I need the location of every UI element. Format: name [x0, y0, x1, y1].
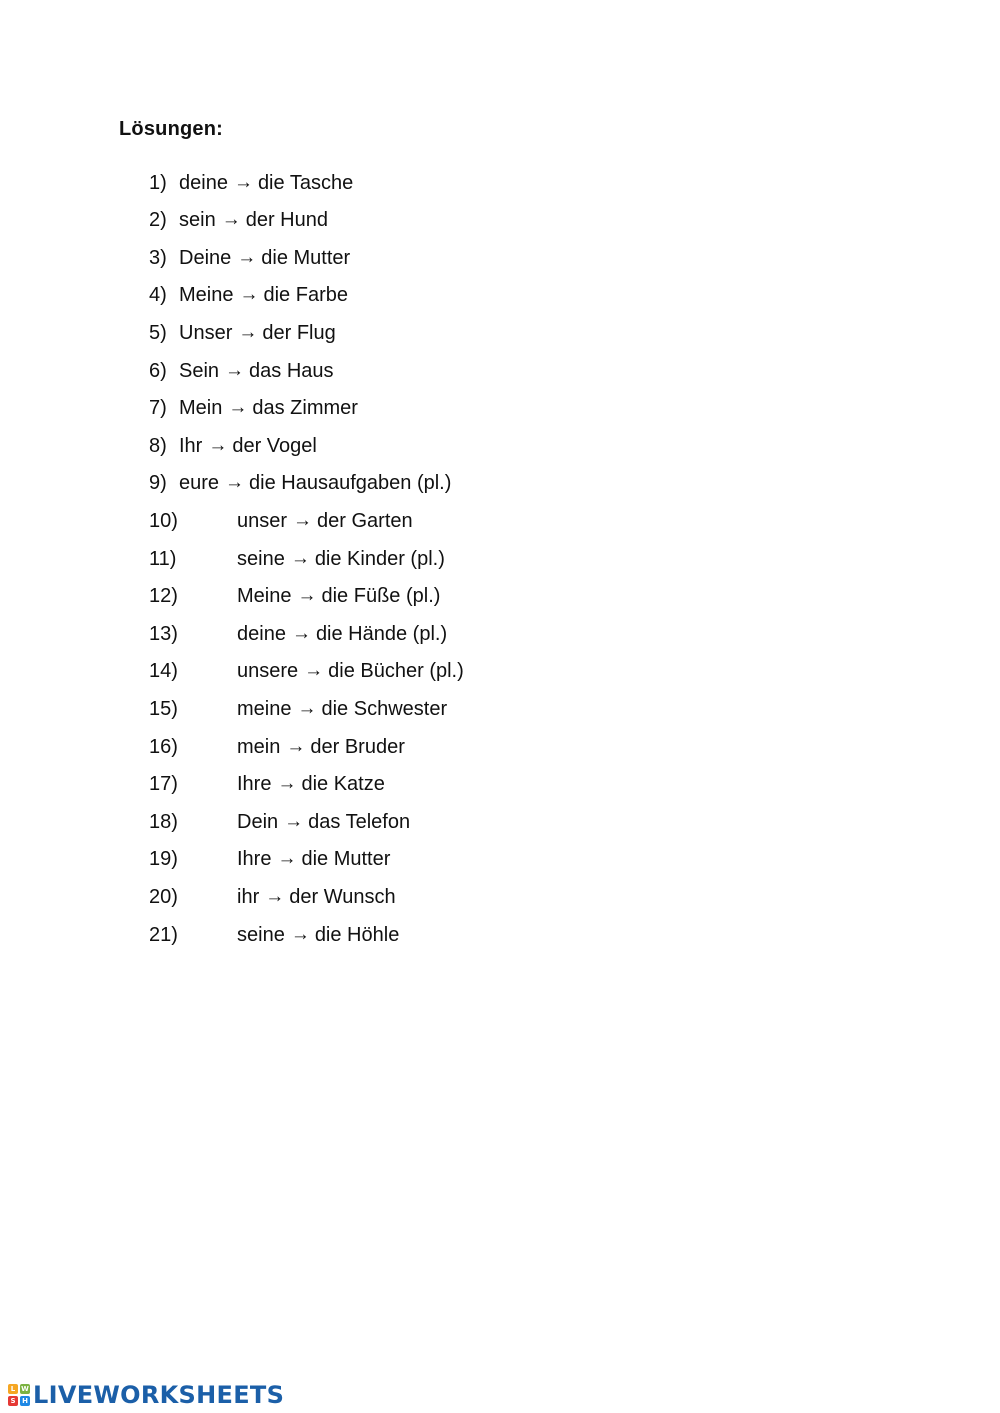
right-arrow-icon: → — [238, 322, 258, 343]
right-arrow-icon: → — [286, 736, 306, 757]
item-number: 15) — [149, 698, 178, 720]
noun: die Tasche — [257, 172, 354, 194]
noun: die Hausaufgaben (pl.) — [249, 472, 452, 494]
pronoun: Meine — [237, 585, 292, 607]
noun: der Flug — [262, 322, 336, 344]
item-number: 17) — [149, 773, 178, 795]
pronoun: mein — [237, 736, 281, 758]
logo-tile: S — [8, 1396, 18, 1406]
noun: die Katze — [301, 773, 385, 795]
item-number: 1) — [149, 172, 167, 194]
noun: die Kinder (pl.) — [314, 548, 445, 570]
item-answer — [179, 170, 353, 197]
noun: der Garten — [317, 510, 413, 532]
pronoun: deine — [179, 172, 228, 194]
pronoun: unsere — [237, 660, 299, 682]
item-number: 14) — [149, 660, 178, 682]
right-arrow-icon: → — [297, 698, 317, 719]
right-arrow-icon: → — [208, 435, 228, 456]
right-arrow-icon: → — [277, 773, 297, 794]
right-arrow-icon: → — [284, 811, 304, 832]
right-arrow-icon: → — [297, 585, 317, 606]
item-number: 21) — [149, 924, 178, 946]
pronoun: Sein — [179, 360, 220, 382]
logo-tile: L — [8, 1384, 18, 1394]
noun: die Höhle — [314, 924, 400, 946]
item-answer — [179, 395, 358, 422]
noun: die Bücher (pl.) — [328, 660, 464, 682]
noun: der Hund — [245, 209, 328, 231]
noun: der Bruder — [310, 736, 405, 758]
right-arrow-icon: → — [225, 360, 245, 381]
pronoun: eure — [179, 472, 220, 494]
liveworksheets-logo[interactable] — [8, 1380, 284, 1410]
item-answer — [237, 546, 445, 573]
item-number: 8) — [149, 435, 167, 457]
item-answer — [179, 470, 451, 497]
item-number: 11) — [149, 548, 177, 570]
right-arrow-icon: → — [277, 848, 297, 869]
right-arrow-icon: → — [228, 397, 248, 418]
item-answer — [179, 245, 350, 272]
item-number: 3) — [149, 247, 167, 269]
logo-tile: W — [21, 1385, 29, 1393]
item-answer — [237, 734, 405, 761]
right-arrow-icon: → — [291, 623, 311, 644]
noun: die Füße (pl.) — [321, 585, 441, 607]
pronoun: ihr — [237, 886, 260, 908]
logo-tiles-icon — [8, 1384, 30, 1406]
item-number: 9) — [149, 472, 167, 494]
item-number: 6) — [149, 360, 167, 382]
noun: der Wunsch — [289, 886, 396, 908]
item-answer — [237, 809, 410, 836]
pronoun: deine — [237, 623, 286, 645]
item-number: 20) — [149, 886, 178, 908]
item-number: 19) — [149, 848, 178, 870]
item-answer — [179, 358, 334, 385]
item-answer — [179, 207, 328, 234]
pronoun: Unser — [179, 322, 233, 344]
right-arrow-icon: → — [293, 510, 313, 531]
item-answer — [237, 658, 464, 685]
right-arrow-icon: → — [290, 924, 310, 945]
pronoun: Dein — [237, 811, 279, 833]
page-title: Lösungen: — [119, 118, 224, 140]
item-answer — [237, 621, 447, 648]
item-number: 16) — [149, 736, 178, 758]
noun: die Schwester — [321, 698, 448, 720]
item-number: 2) — [149, 209, 167, 231]
right-arrow-icon: → — [290, 548, 310, 569]
item-number: 18) — [149, 811, 178, 833]
item-answer — [237, 583, 440, 610]
pronoun: sein — [179, 209, 216, 231]
item-answer — [237, 846, 390, 873]
pronoun: Deine — [179, 247, 232, 269]
right-arrow-icon: → — [304, 660, 324, 681]
right-arrow-icon: → — [225, 472, 245, 493]
right-arrow-icon: → — [265, 886, 285, 907]
pronoun: Ihr — [179, 435, 203, 457]
pronoun: unser — [237, 510, 288, 532]
pronoun: meine — [237, 698, 292, 720]
noun: die Mutter — [261, 247, 351, 269]
logo-text: LIVEWORKSHEETS — [33, 1381, 285, 1409]
noun: das Zimmer — [252, 397, 358, 419]
pronoun: seine — [237, 924, 285, 946]
pronoun: Ihre — [237, 773, 272, 795]
item-number: 5) — [149, 322, 167, 344]
item-answer — [179, 433, 317, 460]
noun: das Haus — [249, 360, 334, 382]
noun: der Vogel — [232, 435, 317, 457]
noun: die Farbe — [263, 284, 348, 306]
item-number: 13) — [149, 623, 178, 645]
item-number: 12) — [149, 585, 178, 607]
item-answer — [237, 884, 396, 911]
pronoun: Meine — [179, 284, 234, 306]
noun: die Mutter — [301, 848, 391, 870]
noun: das Telefon — [308, 811, 411, 833]
logo-tile: H — [20, 1396, 30, 1406]
pronoun: Ihre — [237, 848, 272, 870]
item-answer — [179, 320, 336, 347]
item-answer — [237, 696, 447, 723]
item-answer — [179, 282, 348, 309]
item-number: 4) — [149, 284, 167, 306]
right-arrow-icon: → — [239, 284, 259, 305]
item-answer — [237, 508, 413, 535]
item-number: 7) — [149, 397, 167, 419]
item-answer — [237, 922, 399, 949]
right-arrow-icon: → — [233, 172, 253, 193]
pronoun: Mein — [179, 397, 223, 419]
noun: die Hände (pl.) — [315, 623, 448, 645]
item-number: 10) — [149, 510, 178, 532]
right-arrow-icon: → — [221, 209, 241, 230]
right-arrow-icon: → — [237, 247, 257, 268]
item-answer — [237, 771, 385, 798]
pronoun: seine — [237, 548, 285, 570]
